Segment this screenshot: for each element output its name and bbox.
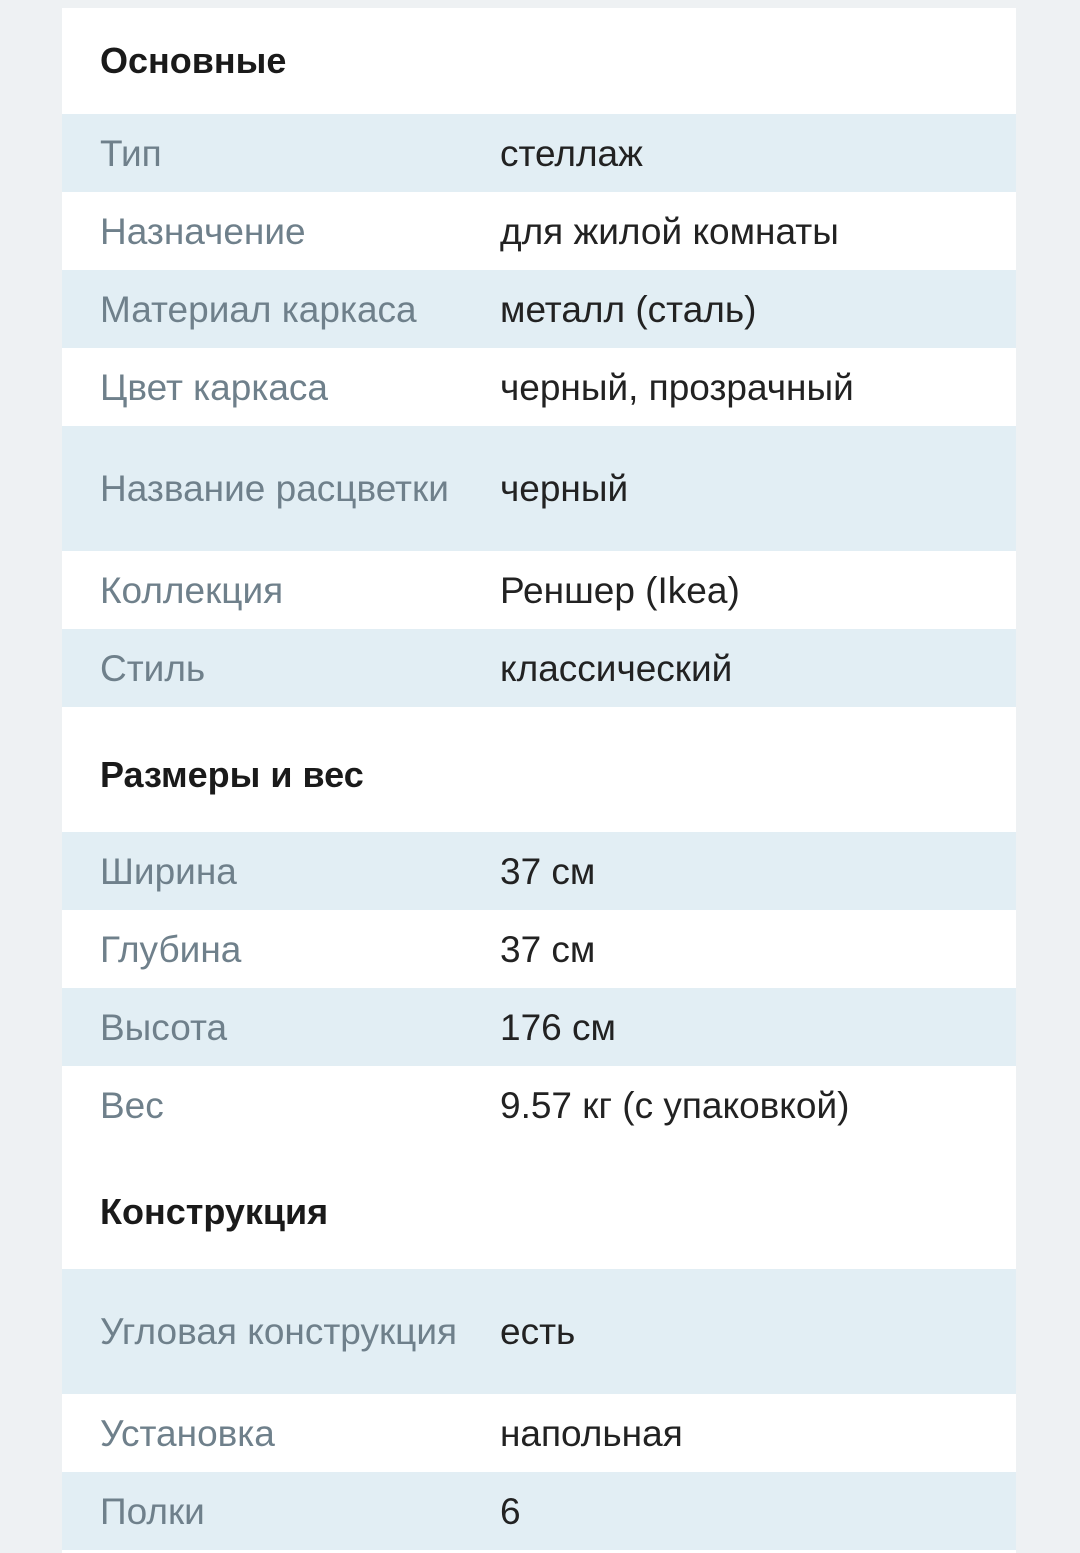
spec-value: 37 см [500,928,596,970]
spec-row-type [62,114,1016,192]
spec-value: напольная [500,1412,683,1454]
spec-row-purpose [62,192,1016,270]
spec-label: Вес [100,1084,164,1126]
spec-value: 37 см [500,850,596,892]
spec-row-color-name [62,426,1016,551]
spec-label: Цвет каркаса [100,366,328,408]
spec-label: Высота [100,1006,228,1048]
specifications-panel [62,8,1016,1553]
spec-label: Глубина [100,928,242,970]
spec-value: черный [500,468,629,509]
spec-label: Угловая конструкция [100,1311,458,1352]
spec-row-shelves [62,1472,1016,1550]
spec-label: Стиль [100,647,206,689]
spec-value: есть [500,1311,576,1352]
spec-label: Установка [100,1412,275,1454]
spec-row-frame-material [62,270,1016,348]
spec-row-depth [62,910,1016,988]
spec-value: стеллаж [500,132,643,174]
spec-value: металл (сталь) [500,288,757,330]
section-title-basic: Основные [100,40,287,81]
spec-row-width [62,832,1016,910]
spec-row-installation [62,1394,1016,1472]
spec-label: Полки [100,1490,205,1532]
spec-label: Материал каркаса [100,288,417,330]
spec-row-height [62,988,1016,1066]
spec-label: Название расцветки [100,468,449,509]
spec-row-collection [62,551,1016,629]
spec-row-weight [62,1066,1016,1144]
spec-value: Реншер (Ikea) [500,569,740,611]
spec-value: 9.57 кг (с упаковкой) [500,1084,850,1126]
spec-row-frame-color [62,348,1016,426]
section-title-construction: Конструкция [100,1190,329,1232]
spec-value: 176 см [500,1006,616,1048]
spec-label: Тип [100,132,162,174]
spec-value: классический [500,647,733,689]
spec-label: Ширина [100,850,237,892]
section-title-dimensions: Размеры и вес [100,753,364,795]
spec-value: черный, прозрачный [500,366,854,408]
spec-value: для жилой комнаты [500,210,839,252]
spec-value: 6 [500,1490,521,1532]
spec-row-corner-construction [62,1269,1016,1394]
spec-label: Назначение [100,210,306,252]
spec-label: Коллекция [100,569,284,611]
spec-row-style [62,629,1016,707]
